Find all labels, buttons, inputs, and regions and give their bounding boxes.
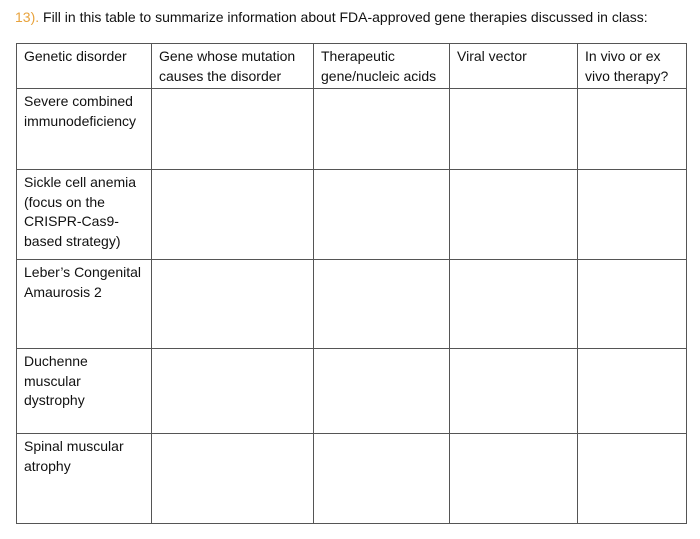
question-text: Fill in this table to summarize information about FDA-approved gene therapies discussed in class: bbox=[39, 9, 648, 25]
therapy-type-cell[interactable] bbox=[578, 349, 687, 434]
therapy-type-cell[interactable] bbox=[578, 434, 687, 524]
header-therapeutic-gene: Therapeutic gene/nucleic acids bbox=[314, 44, 450, 89]
table-row bbox=[17, 170, 687, 260]
therapeutic-gene-cell[interactable] bbox=[314, 349, 450, 434]
therapeutic-gene-cell[interactable] bbox=[314, 170, 450, 260]
viral-vector-cell[interactable] bbox=[450, 434, 578, 524]
header-genetic-disorder: Genetic disorder bbox=[17, 44, 152, 89]
disorder-cell: Severe combined immunodeficiency bbox=[17, 89, 152, 170]
disorder-cell: Spinal muscular atrophy bbox=[17, 434, 152, 524]
therapeutic-gene-cell[interactable] bbox=[314, 434, 450, 524]
table-row bbox=[17, 89, 687, 170]
gene-mutation-cell[interactable] bbox=[152, 349, 314, 434]
viral-vector-cell[interactable] bbox=[450, 170, 578, 260]
table-row bbox=[17, 434, 687, 524]
table-row bbox=[17, 260, 687, 349]
question-prompt bbox=[15, 9, 648, 25]
therapy-type-cell[interactable] bbox=[578, 170, 687, 260]
therapy-type-cell[interactable] bbox=[578, 89, 687, 170]
table-row bbox=[17, 349, 687, 434]
gene-mutation-cell[interactable] bbox=[152, 434, 314, 524]
header-in-vivo-ex-vivo: In vivo or ex vivo therapy? bbox=[578, 44, 687, 89]
gene-therapy-table bbox=[16, 43, 687, 524]
viral-vector-cell[interactable] bbox=[450, 349, 578, 434]
viral-vector-cell[interactable] bbox=[450, 260, 578, 349]
therapeutic-gene-cell[interactable] bbox=[314, 260, 450, 349]
disorder-cell: Leber’s Congenital Amaurosis 2 bbox=[17, 260, 152, 349]
viral-vector-cell[interactable] bbox=[450, 89, 578, 170]
header-gene-mutation: Gene whose mutation causes the disorder bbox=[152, 44, 314, 89]
therapy-type-cell[interactable] bbox=[578, 260, 687, 349]
gene-mutation-cell[interactable] bbox=[152, 170, 314, 260]
disorder-cell: Duchenne muscular dystrophy bbox=[17, 349, 152, 434]
therapeutic-gene-cell[interactable] bbox=[314, 89, 450, 170]
header-viral-vector: Viral vector bbox=[450, 44, 578, 89]
gene-mutation-cell[interactable] bbox=[152, 260, 314, 349]
disorder-cell: Sickle cell anemia (focus on the CRISPR-Cas9-based strategy) bbox=[17, 170, 152, 260]
question-number: 13). bbox=[15, 9, 40, 25]
gene-mutation-cell[interactable] bbox=[152, 89, 314, 170]
table-header-row bbox=[17, 44, 687, 89]
